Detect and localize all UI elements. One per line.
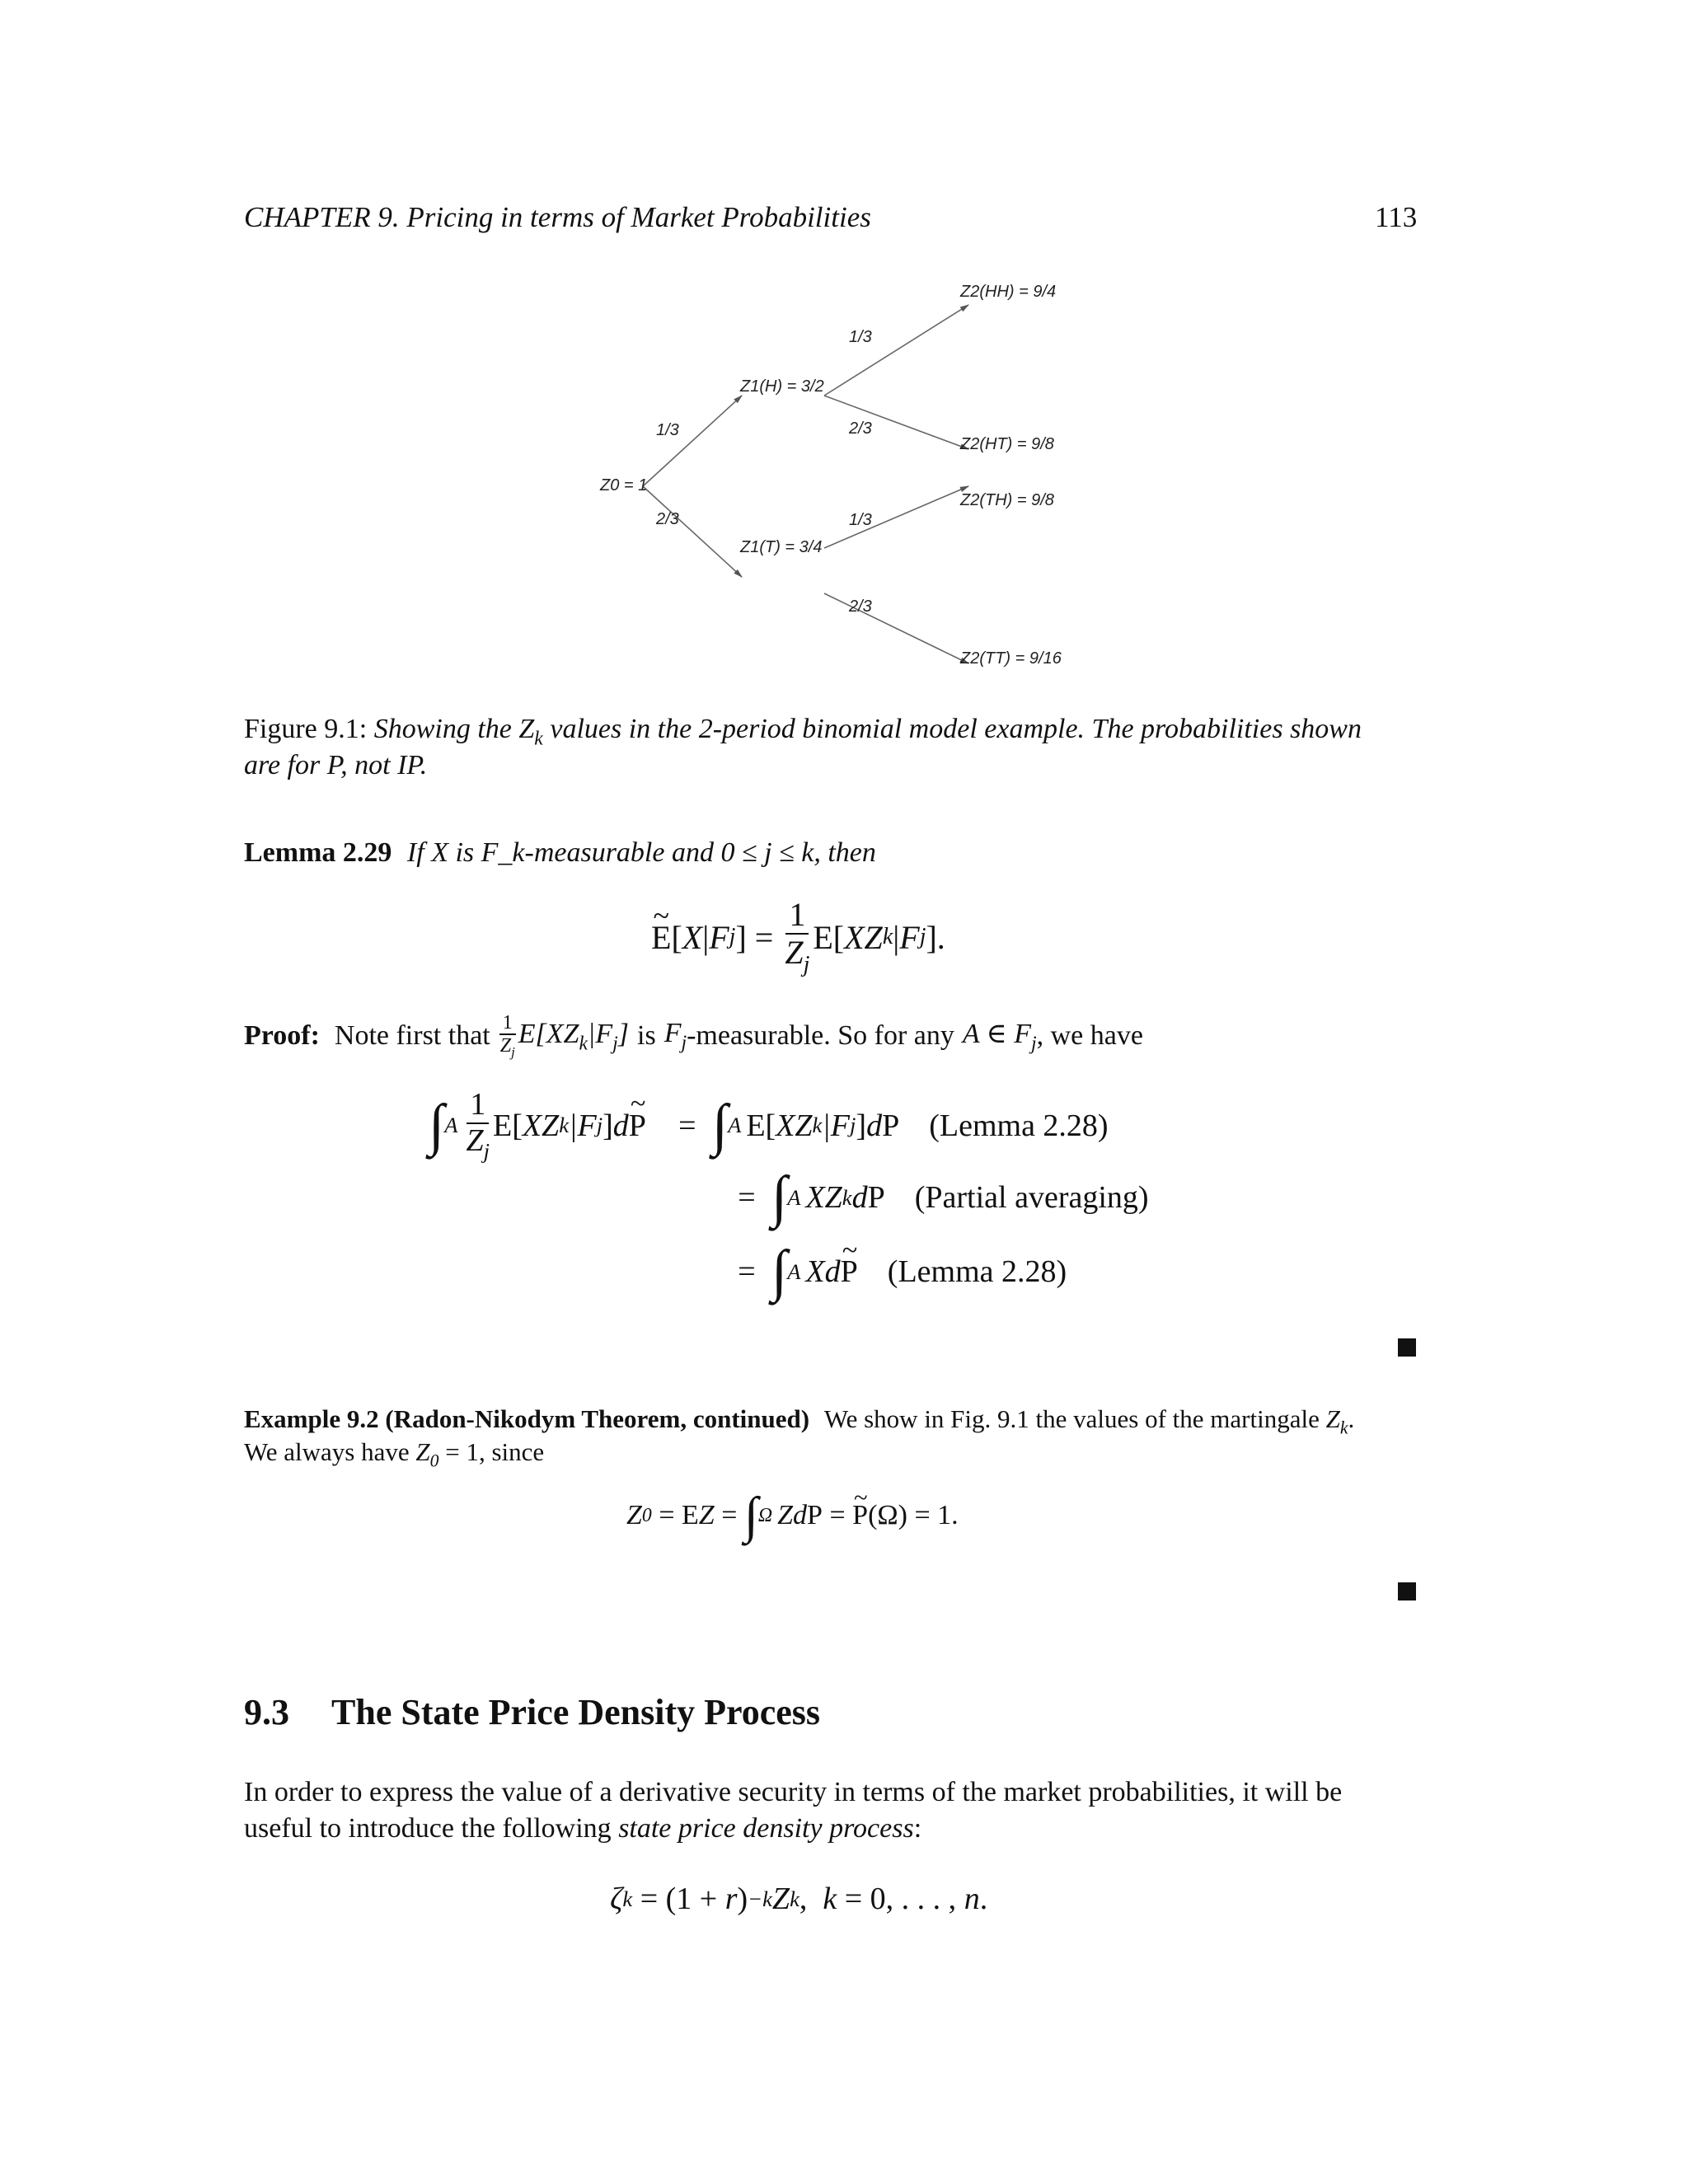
section-heading: 9.3 The State Price Density Process: [244, 1692, 821, 1732]
figure-caption-line-1: Figure 9.1: Showing the $Z_k$ values in the 2-period binomial model example. The probabilities shown: [244, 714, 1362, 750]
node-z2-hh: Z2(HH) = 9/4: [960, 283, 1057, 301]
lemma-statement: Lemma 2.29 If X is F_k-measurable and 0 ≤ j ≤ k, then: [244, 837, 876, 868]
proof-line: Proof: Note first that $\frac{1}{Z_j}$ $E[XZ_k|F_j]$ is $F_j$ -measurable. So for any A ∈ $F_j$ , we have: [244, 1012, 1143, 1061]
lemma-label: Lemma 2.29: [244, 837, 392, 868]
proof-eq-row-2: = ∫ A XZ k d P (Partial averaging): [738, 1165, 1149, 1229]
qed-square-example: [1398, 1582, 1416, 1601]
figure-label: Figure 9.1:: [244, 714, 368, 744]
example-equation: Z 0 = E Z = ∫ Ω Zd P = ~ P (Ω) = 1.: [626, 1490, 959, 1541]
running-header: CHAPTER 9. Pricing in terms of Market Probabilities: [244, 201, 871, 233]
annotation-lemma-2-28-a: (Lemma 2.28): [929, 1108, 1109, 1143]
edge-0-t: [643, 486, 742, 577]
node-z0: Z0 = 1: [600, 476, 648, 494]
proof-eq-row-3: = ∫ A Xd ~ P (Lemma 2.28): [722, 1243, 1067, 1301]
qed-square-proof: [1398, 1338, 1416, 1357]
figure-caption-line-2: are for P, not IP.: [244, 750, 428, 780]
node-z1-t: Z1(T) = 3/4: [740, 538, 823, 556]
prob-h-hh: 1/3: [849, 328, 872, 346]
proof-eq-row-1: ∫ A $\frac{1}{Z_j}$ E [ XZ k |F j ] d ~ P = ∫ A E [ XZ k |F j ] d P (Lemma 2.28): [429, 1088, 1109, 1163]
node-z2-th: Z2(TH) = 9/8: [960, 491, 1054, 509]
edge-h-hh: [824, 305, 968, 396]
edge-t-tt: [824, 593, 968, 663]
prob-t-tt: 2/3: [849, 598, 872, 616]
section-paragraph-line-2: useful to introduce the following state price density process:: [244, 1813, 922, 1844]
prob-0-h: 1/3: [656, 421, 679, 439]
example-line-2: We always have $Z_0 = 1$, since: [244, 1437, 545, 1471]
section-paragraph-line-1: In order to express the value of a derivative security in terms of the market probabilities, it will be: [244, 1777, 1343, 1807]
lemma-equation: ~ E [ X | F j ] = $\frac{1}{Z_j}$ E [ XZ k | F j ].: [651, 897, 945, 978]
prob-h-ht: 2/3: [849, 419, 872, 438]
annotation-lemma-2-28-b: (Lemma 2.28): [887, 1254, 1067, 1289]
node-z2-tt: Z2(TT) = 9/16: [960, 649, 1062, 668]
page-number: 113: [1375, 201, 1418, 233]
edge-h-ht: [824, 396, 968, 449]
prob-0-t: 2/3: [656, 510, 679, 528]
state-price-equation: ζ k = (1 + r ) −k Z k , k = 0, . . . , n .: [610, 1882, 988, 1916]
node-z1-h: Z1(H) = 3/2: [740, 377, 824, 396]
proof-label: Proof:: [244, 1020, 320, 1052]
binomial-tree-figure: [577, 272, 1154, 684]
edge-t-th: [824, 486, 968, 548]
edge-0-h: [643, 396, 742, 486]
annotation-partial-averaging: (Partial averaging): [914, 1180, 1149, 1215]
example-label: Example 9.2 (Radon-Nikodym Theorem, continued): [244, 1404, 810, 1433]
prob-t-th: 1/3: [849, 511, 872, 529]
example-line-1: Example 9.2 (Radon-Nikodym Theorem, continued) We show in Fig. 9.1 the values of the martingale $Z_k$.: [244, 1404, 1355, 1438]
node-z2-ht: Z2(HT) = 9/8: [960, 435, 1054, 453]
